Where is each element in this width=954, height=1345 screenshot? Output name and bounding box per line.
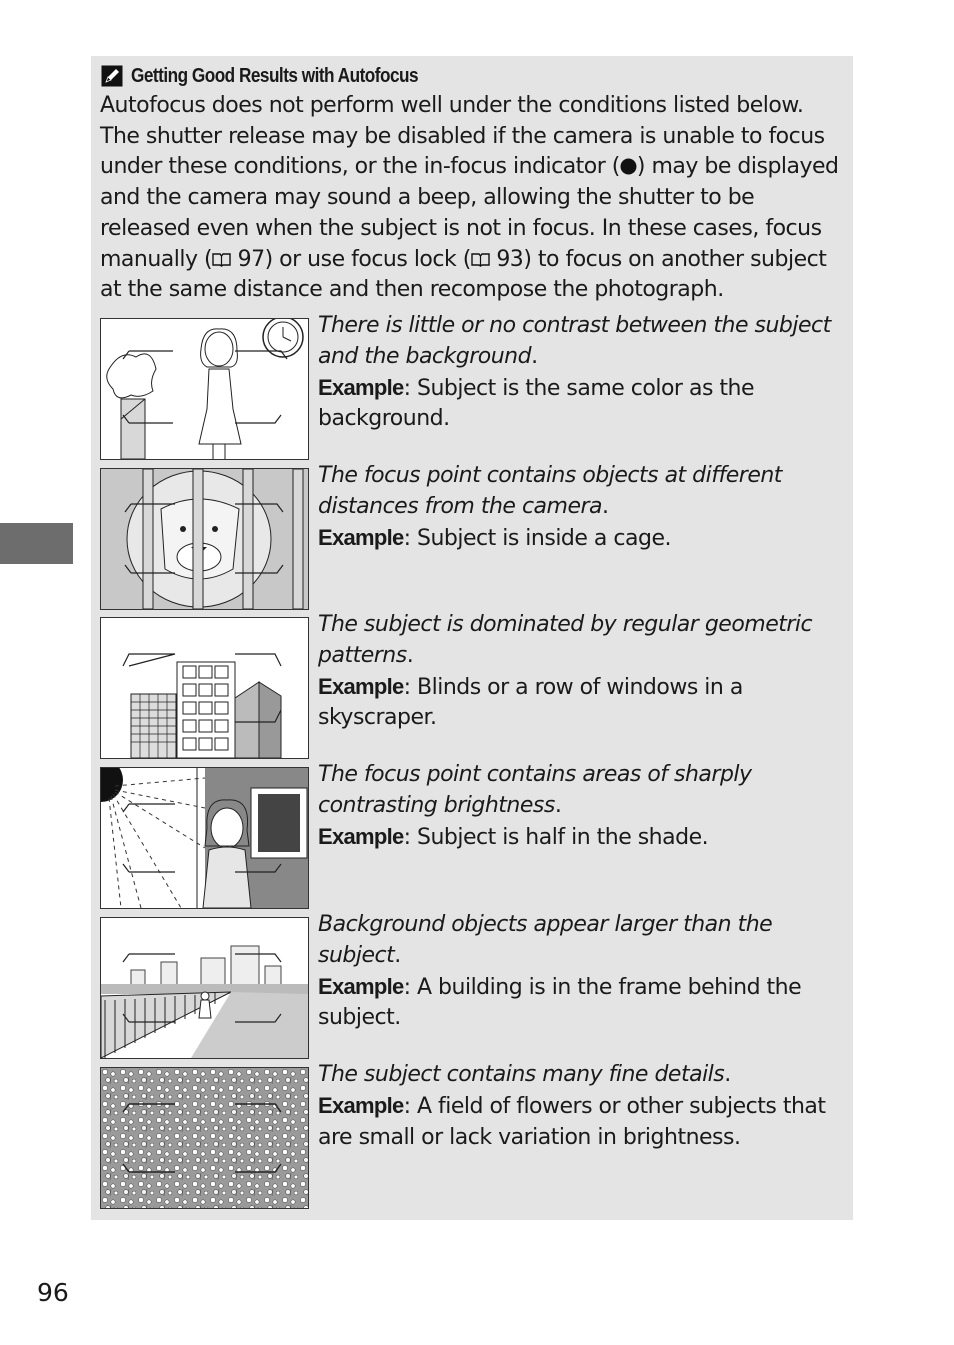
example-label: Example	[318, 973, 404, 999]
example-label: Example	[318, 823, 404, 849]
sharp-contrast-illustration	[100, 767, 309, 909]
example-text: : Subject is half in the shade.	[403, 824, 709, 850]
example-text: : Blinds or a row of windows in a skyscraper.	[318, 674, 743, 731]
note-box	[91, 56, 853, 1220]
book-icon	[212, 245, 231, 276]
low-contrast-illustration	[100, 318, 309, 460]
caged-subject-illustration	[100, 468, 309, 610]
condition-text: The focus point contains objects at different distances from the camera.	[318, 463, 782, 519]
chapter-tab	[0, 523, 73, 564]
note-intro: Autofocus does not perform well under the conditions listed below. The shutter release may be disabled if the camera is unable to focus under these conditions, or the in-focus indicator ( ) may be displayed and the camera may sound a beep, allowing the shutter to be released even when the subject is not in focus. In these cases, focus manually ( 97) or use focus lock ( 93) to focus on another subject at the same distance and then recompose the photograph.	[100, 93, 839, 303]
condition-row	[100, 313, 845, 459]
example-text: : Subject is inside a cage.	[403, 525, 671, 551]
pencil-icon	[101, 65, 123, 87]
condition-text: The subject is dominated by regular geometric patterns.	[318, 612, 813, 668]
book-icon	[471, 245, 490, 276]
condition-text: Background objects appear larger than the subject.	[318, 912, 773, 968]
page-number: 96	[37, 1278, 69, 1307]
example-label: Example	[318, 524, 404, 550]
condition-row	[100, 463, 845, 609]
condition-row	[100, 612, 845, 758]
condition-row	[100, 762, 845, 908]
condition-text: The focus point contains areas of sharply contrasting brightness.	[318, 762, 752, 818]
condition-row	[100, 912, 845, 1058]
fine-details-illustration	[100, 1067, 309, 1209]
example-label: Example	[318, 374, 404, 400]
condition-row	[100, 1062, 845, 1208]
large-background-illustration	[100, 917, 309, 1059]
example-label: Example	[318, 673, 404, 699]
example-text: : Subject is the same color as the background.	[318, 375, 755, 432]
example-text: : A building is in the frame behind the subject.	[318, 974, 802, 1031]
note-title: Getting Good Results with Autofocus	[131, 64, 419, 87]
example-label: Example	[318, 1092, 404, 1118]
in-focus-indicator-icon	[620, 152, 637, 183]
note-heading	[101, 63, 465, 89]
geometric-pattern-illustration	[100, 617, 309, 759]
example-text: : A field of flowers or other subjects that are small or lack variation in brightness.	[318, 1093, 826, 1150]
condition-text: The subject contains many fine details.	[318, 1062, 731, 1087]
condition-text: There is little or no contrast between the subject and the background.	[318, 313, 831, 369]
